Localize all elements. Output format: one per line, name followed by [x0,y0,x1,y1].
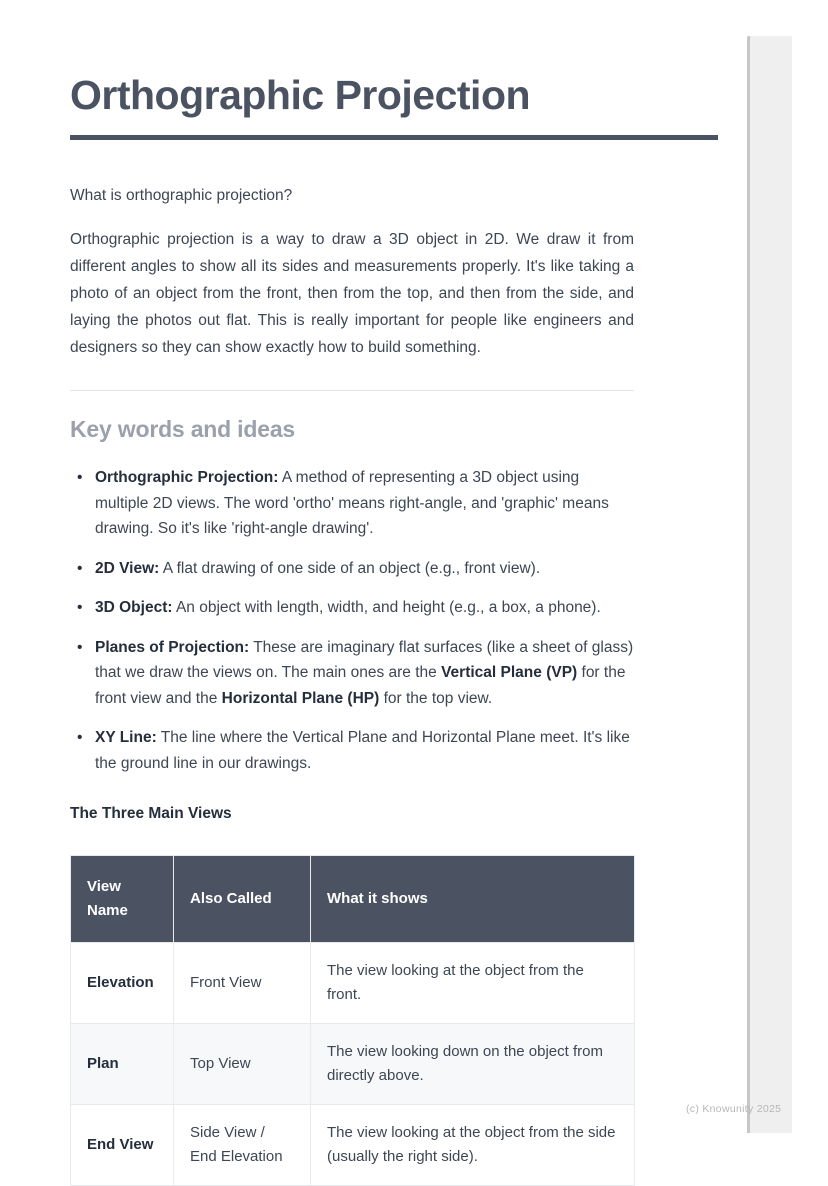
views-table [70,855,635,1186]
keyword-item: • 2D View: A flat drawing of one side of an object (e.g., front view). [70,556,634,582]
cell-shows: The view looking at the object from the front. [311,943,635,1024]
keyword-item: • Orthographic Projection: A method of representing a 3D object using multiple 2D views. The word 'ortho' means right-angle, and 'graphic' means drawing. So it's like 'right-angle drawing'. [70,465,634,542]
keyword-item: • XY Line: The line where the Vertical Plane and Horizontal Plane meet. It's like the ground line in our drawings. [70,725,634,776]
cell-shows: The view looking down on the object from directly above. [311,1024,635,1105]
keywords-heading: Key words and ideas [70,416,295,442]
page-edge-strip [747,36,792,1133]
page-title: Orthographic Projection [70,72,531,118]
cell-also-called: Top View [174,1024,311,1105]
title-rule [70,135,718,140]
table-row [71,1105,635,1186]
keyword-item: • 3D Object: An object with length, width, and height (e.g., a box, a phone). [70,595,634,621]
views-heading: The Three Main Views [70,805,232,822]
table-row [71,943,635,1024]
column-header: What it shows [311,856,635,943]
cell-view-name: Plan [71,1024,174,1105]
table-row [71,1024,635,1105]
watermark: (c) Knowunity 2025 [686,1103,782,1115]
cell-also-called: Side View / End Elevation [174,1105,311,1186]
cell-view-name: Elevation [71,943,174,1024]
cell-also-called: Front View [174,943,311,1024]
cell-view-name: End View [71,1105,174,1186]
cell-shows: The view looking at the object from the side (usually the right side). [311,1105,635,1186]
views-table-header-row [71,856,635,943]
column-header: View Name [71,856,174,943]
keyword-list [70,465,634,776]
views-table-body [71,943,635,1186]
column-header: Also Called [174,856,311,943]
section-divider [70,390,634,391]
document-content [70,72,634,1186]
intro-question: What is orthographic projection? [70,187,293,204]
intro-paragraph: Orthographic projection is a way to draw a 3D object in 2D. We draw it from different angles to show all its sides and measurements properly. It's like taking a photo of an object from the front, then from the top, and then from the side, and laying the photos out flat. This is really important for people like engineers and designers so they can show exactly how to build something. [70,231,634,356]
keyword-item: • Planes of Projection: These are imaginary flat surfaces (like a sheet of glass) that we draw the views on. The main ones are the Vertical Plane (VP) for the front view and the Horizontal Plane (HP) for the top view. [70,635,634,712]
